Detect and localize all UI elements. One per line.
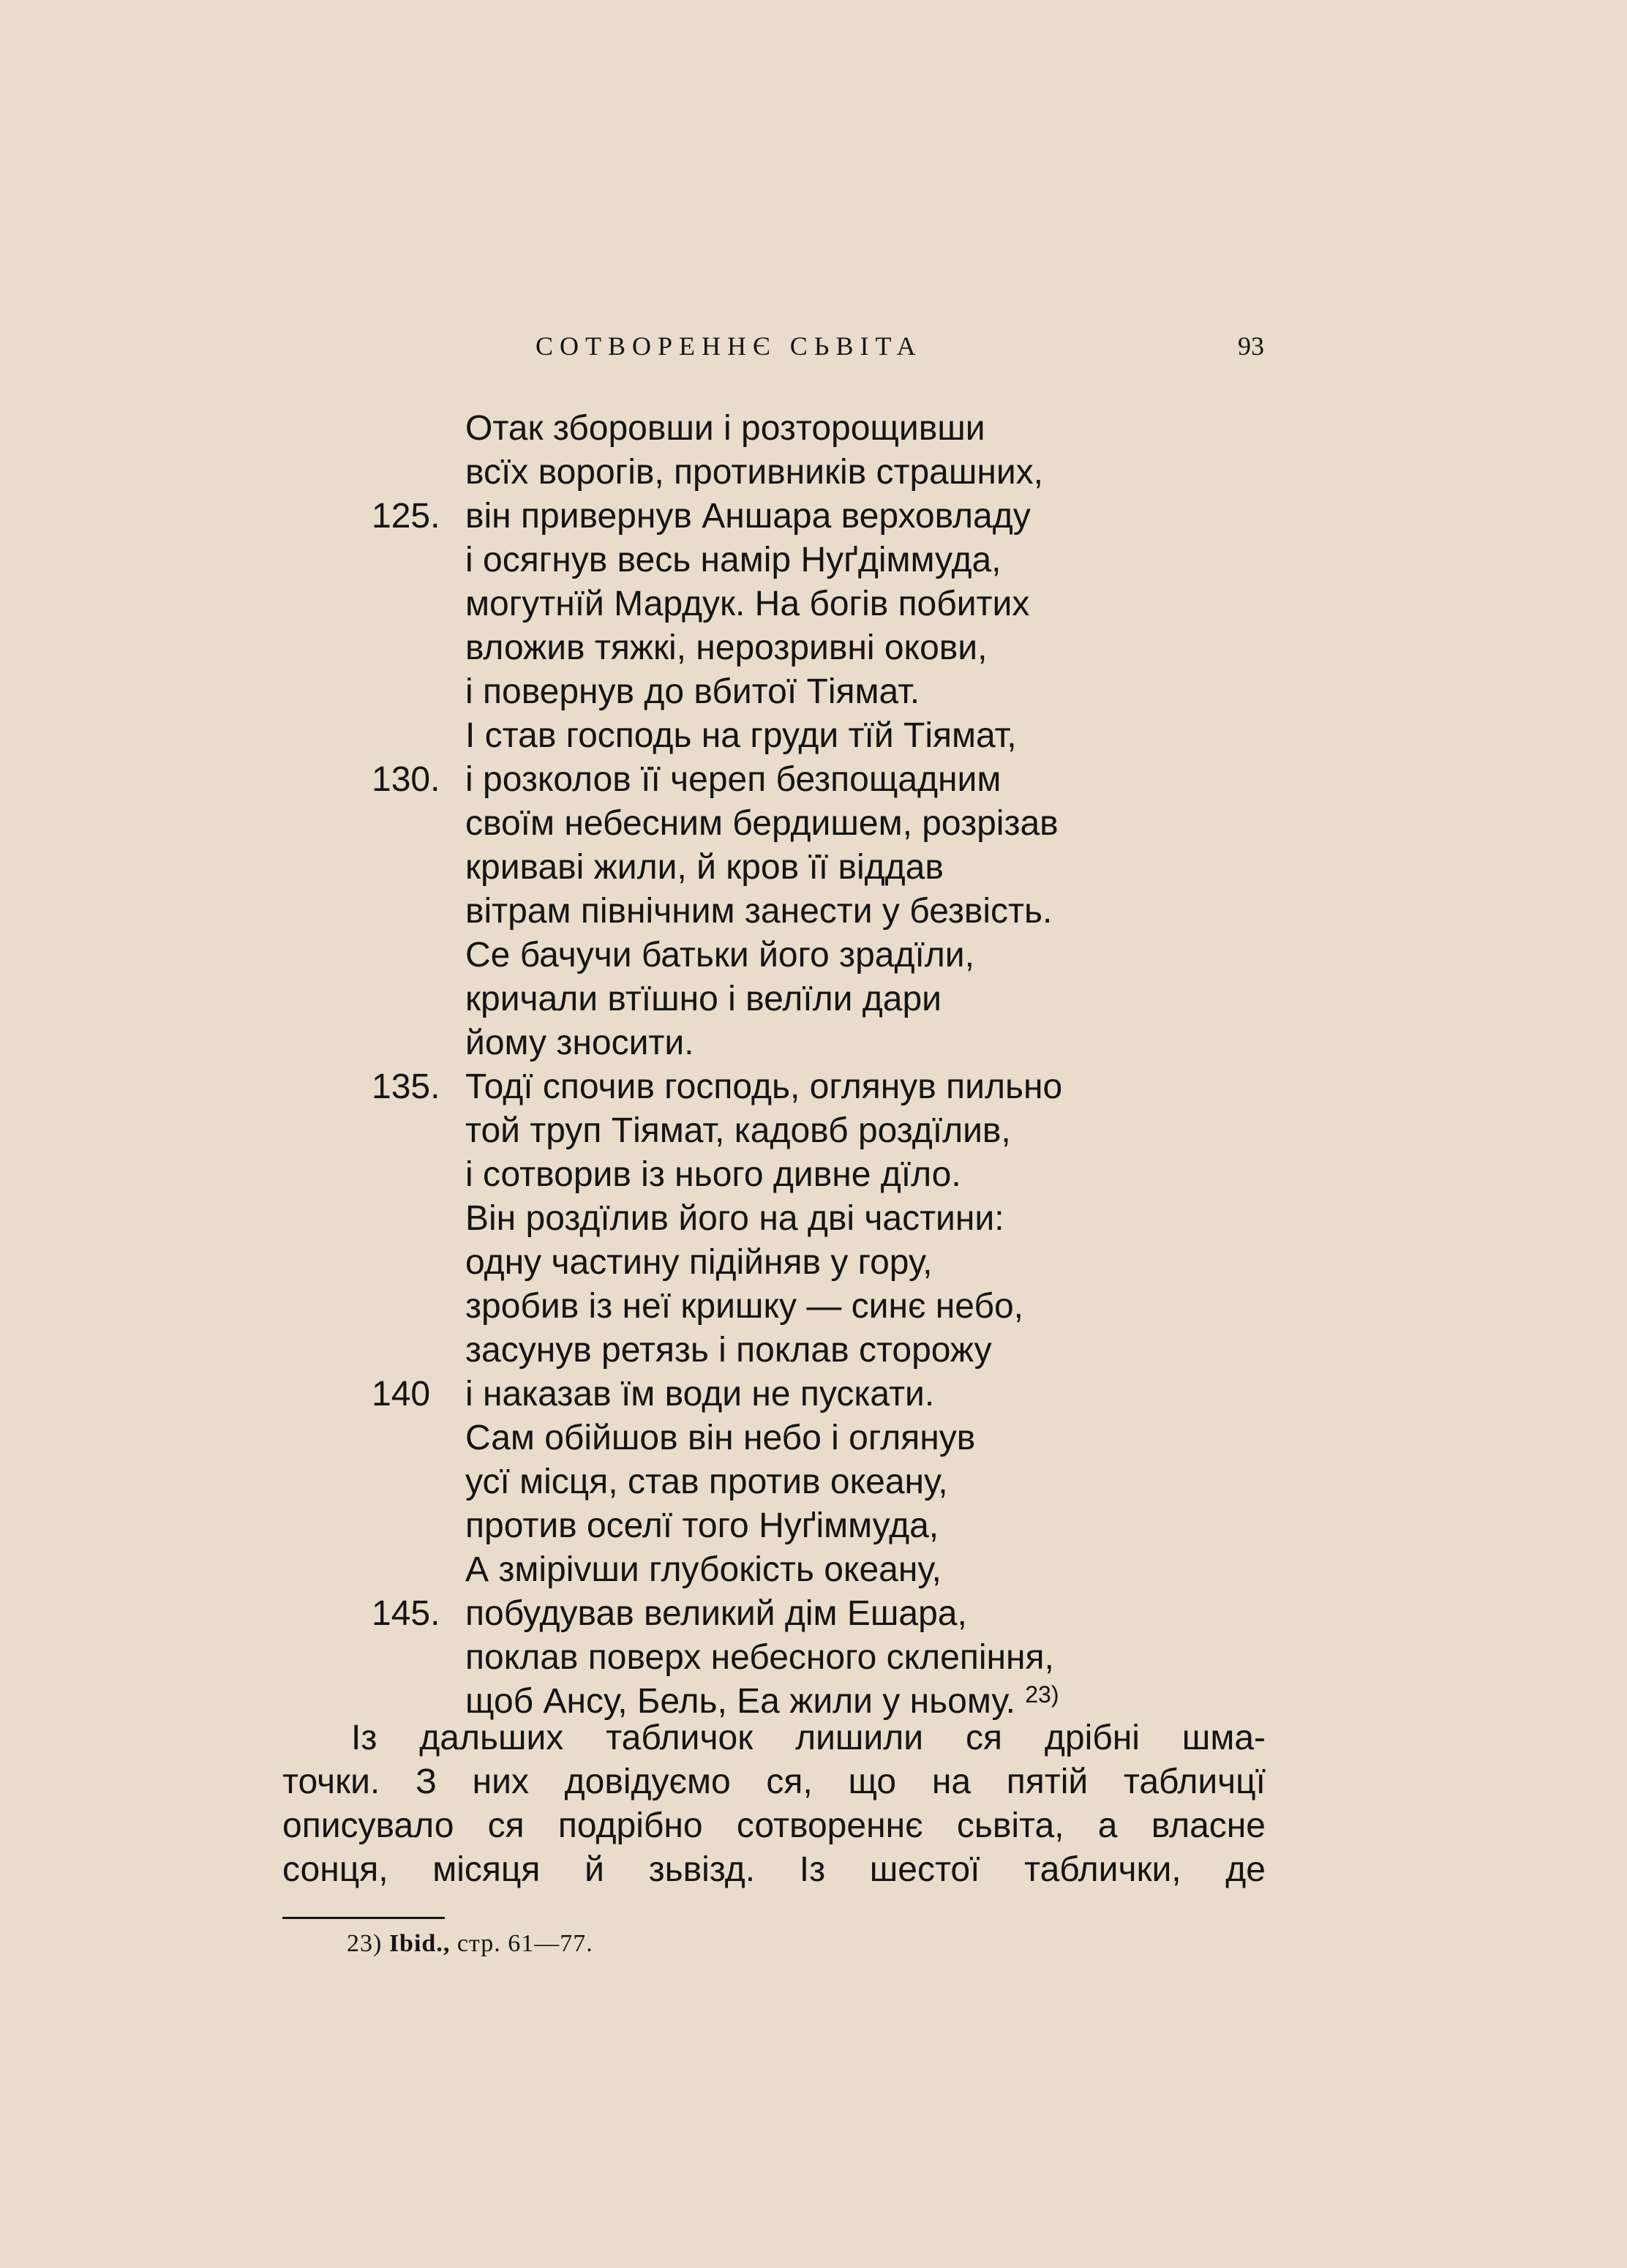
- footnote-marker: 23): [347, 1930, 383, 1957]
- poem-line: [0, 890, 1627, 934]
- poem-line-content: Він роздїлив його на дві частини:: [465, 1199, 1004, 1238]
- prose-line: описувало ся подрібно сотвореннє сьвіта, а власне: [282, 1806, 1266, 1845]
- poem-line-text: [465, 1241, 932, 1285]
- poem-line: [0, 1416, 1627, 1460]
- poem-line: [0, 714, 1627, 758]
- poem-line-text: [465, 802, 1059, 846]
- poem-line: [0, 495, 1627, 538]
- poem-line-text: [465, 1197, 1004, 1241]
- poem-line-content: той труп Тіямат, кадовб роздїлив,: [465, 1111, 1011, 1150]
- poem-line-text: [465, 451, 1043, 495]
- poem-line-content: могутнїй Мардук. На богів побитих: [465, 585, 1030, 623]
- poem-line-content: зробив із неї кришку — синє небо,: [465, 1287, 1023, 1326]
- poem-line-text: [465, 670, 920, 714]
- poem-line-text: [465, 1548, 942, 1592]
- poem-line-text: [465, 582, 1029, 626]
- line-number: 145.: [372, 1594, 440, 1633]
- poem-line: [0, 1021, 1627, 1065]
- poem-line-text: [465, 1504, 939, 1548]
- poem-line-content: поклав поверх небесного склепіння,: [465, 1638, 1054, 1677]
- poem-line: [0, 1373, 1627, 1416]
- poem-line: [0, 670, 1627, 714]
- poem-line-content: усї місця, став против океану,: [465, 1462, 948, 1501]
- poem-line: [0, 1548, 1627, 1592]
- poem-line: [0, 1329, 1627, 1373]
- footnote-divider: [282, 1917, 445, 1919]
- running-title: СОТВОРЕННЄ СЬВІТА: [536, 331, 923, 361]
- prose-line: Із дальших табличок лишили ся дрібні шма-: [351, 1719, 1266, 1757]
- footnote-reference: 23): [1025, 1681, 1059, 1708]
- poem-line: [0, 1065, 1627, 1109]
- poem-line-content: Сам обійшов він небо і оглянув: [465, 1419, 976, 1457]
- line-number: 135.: [372, 1067, 440, 1106]
- poem-line-text: [465, 846, 944, 890]
- page-number: 93: [1238, 331, 1264, 361]
- poem-line-content: вложив тяжкі, нерозривні окови,: [465, 628, 988, 667]
- poem-line-text: [465, 934, 974, 977]
- poem-line: [0, 1636, 1627, 1680]
- footnote: [347, 1930, 593, 1958]
- poem-line-content: він привернув Аншара верховладу: [465, 497, 1031, 536]
- poem-line-text: [465, 407, 985, 451]
- poem-line-text: [465, 1285, 1023, 1329]
- poem-line-content: побудував великий дім Ешара,: [465, 1594, 967, 1633]
- poem-line-content: Тодї спочив господь, оглянув пильно: [465, 1067, 1063, 1106]
- poem-line-content: криваві жили, й кров її віддав: [465, 848, 944, 887]
- poem-line-content: против оселї того Нуґіммуда,: [465, 1506, 939, 1545]
- poem-line: [0, 977, 1627, 1021]
- poem-line: [0, 1241, 1627, 1285]
- poem-line: [0, 802, 1627, 846]
- poem-line-text: [465, 1373, 934, 1416]
- poem-line: [0, 451, 1627, 495]
- poem-line: [0, 846, 1627, 890]
- poem-line-content: І став господь на груди тїй Тіямат,: [465, 716, 1017, 755]
- prose-line: точки. З них довідуємо ся, що на пятій табличцї: [282, 1762, 1266, 1801]
- poem-line-text: [465, 758, 1001, 802]
- poem-line: [0, 407, 1627, 451]
- poem-line-text: [465, 626, 987, 670]
- poem-line: [0, 1109, 1627, 1153]
- poem-line-content: Отак зборовши і розторощивши: [465, 409, 985, 448]
- footnote-pages: стр. 61—77.: [456, 1930, 593, 1957]
- poem-line: [0, 538, 1627, 582]
- poem-line-text: [465, 1065, 1062, 1109]
- poem-line-text: [465, 1636, 1054, 1680]
- poem-line-content: і сотворив із нього дивне дїло.: [465, 1155, 961, 1194]
- poem-line-text: [465, 1460, 948, 1504]
- poem-line: [0, 1197, 1627, 1241]
- poem-line-text: [465, 1416, 975, 1460]
- poem-line-content: кричали втїшно і велїли дари: [465, 980, 942, 1018]
- line-number: 140: [372, 1375, 431, 1413]
- poem-block: [0, 407, 1627, 1724]
- poem-line: [0, 1504, 1627, 1548]
- poem-line-content: і осягнув весь намір Нуґдіммуда,: [465, 541, 1002, 579]
- poem-line-text: [465, 1021, 694, 1065]
- poem-line-text: [465, 714, 1017, 758]
- poem-line: [0, 1592, 1627, 1636]
- poem-line-content: йому зносити.: [465, 1024, 694, 1062]
- poem-line-content: вітрам північним занести у безвість.: [465, 892, 1053, 931]
- poem-line: [0, 934, 1627, 977]
- poem-line-content: своїм небесним бердишем, розрізав: [465, 804, 1059, 843]
- poem-line-text: [465, 977, 942, 1021]
- prose-line: сонця, місяця й зьвізд. Із шестої таблички, де: [282, 1850, 1266, 1889]
- poem-line-content: і повернув до вбитої Тіямат.: [465, 672, 920, 711]
- footnote-source: Ibid.,: [388, 1930, 451, 1957]
- poem-line-content: щоб Ансу, Бель, Еа жили у ньому.: [465, 1682, 1015, 1721]
- poem-line-text: [465, 1329, 992, 1373]
- line-number: 125.: [372, 497, 440, 536]
- poem-line: [0, 758, 1627, 802]
- prose-paragraph: [282, 1716, 1266, 1892]
- poem-line-text: [465, 495, 1031, 538]
- poem-line: [0, 1285, 1627, 1329]
- poem-line: [0, 626, 1627, 670]
- poem-line-text: [465, 890, 1052, 934]
- poem-line-content: і розколов її череп безпощадним: [465, 760, 1002, 799]
- poem-line-content: і наказав їм води не пускати.: [465, 1375, 935, 1413]
- poem-line-text: [465, 1592, 967, 1636]
- poem-line-content: одну частину підійняв у гору,: [465, 1243, 933, 1282]
- poem-line-content: всїх ворогів, противників страшних,: [465, 453, 1044, 492]
- poem-line-text: [465, 1109, 1011, 1153]
- poem-line: [0, 1153, 1627, 1197]
- poem-line-content: А змірivши глубокість океану,: [465, 1550, 942, 1589]
- poem-line-text: [465, 538, 1002, 582]
- line-number: 130.: [372, 760, 440, 799]
- poem-line: [0, 582, 1627, 626]
- poem-line-text: [465, 1153, 961, 1197]
- poem-line-content: Се бачучи батьки його зрадїли,: [465, 936, 974, 975]
- poem-line: [0, 1460, 1627, 1504]
- poem-line-content: засунув ретязь і поклав сторожу: [465, 1331, 992, 1370]
